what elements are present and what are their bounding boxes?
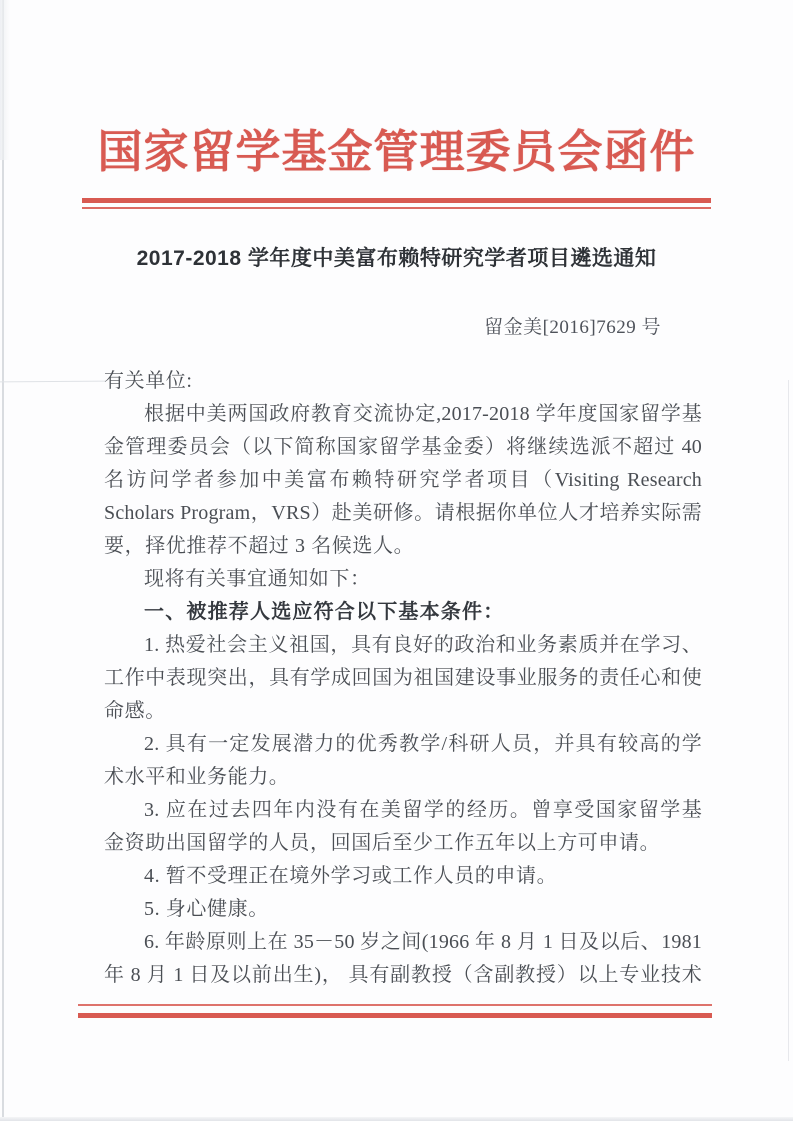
body-line: 3. 应在过去四年内没有在美留学的经历。曾享受国家留学基 — [144, 799, 702, 821]
body-line: 年 8 月 1 日及以前出生)， 具有副教授（含副教授）以上专业技术 — [104, 964, 702, 986]
body-line: 2. 具有一定发展潜力的优秀教学/科研人员，并具有较高的学 — [144, 733, 702, 755]
footer-rule-thick — [78, 1013, 712, 1018]
body-line: 术水平和业务能力。 — [104, 766, 290, 788]
scan-crease-line — [0, 381, 106, 383]
body-line: 6. 年龄原则上在 35－50 岁之间(1966 年 8 月 1 日及以后、1981 — [144, 931, 702, 953]
body-line: Scholars Program，VRS）赴美研修。请根据你单位人才培养实际需 — [104, 502, 702, 524]
footer-rule-thin — [78, 1004, 712, 1006]
letterhead-double-rule — [82, 198, 711, 209]
body-line: 根据中美两国政府教育交流协定,2017-2018 学年度国家留学基 — [144, 403, 702, 425]
body-line: 1. 热爱社会主义祖国，具有良好的政治和业务素质并在学习、 — [144, 634, 702, 656]
reference-number: 留金美[2016]7629 号 — [484, 317, 661, 338]
notice-title: 2017-2018 学年度中美富布赖特研究学者项目遴选通知 — [136, 247, 657, 270]
body-line: 4. 暂不受理正在境外学习或工作人员的申请。 — [144, 865, 558, 887]
body-line: 工作中表现突出，具有学成回国为祖国建设事业服务的责任心和使 — [104, 667, 702, 689]
body-line: 现将有关事宜通知如下： — [144, 568, 371, 590]
letterhead-org-title: 国家留学基金管理委员会函件 — [97, 127, 696, 177]
body-line: 名访问学者参加中美富布赖特研究学者项目（Visiting Research — [104, 469, 702, 491]
paper-bottom-edge-shadow — [0, 1117, 793, 1121]
paper-right-edge-shadow — [788, 380, 789, 1061]
salutation: 有关单位: — [104, 370, 193, 392]
section-heading: 一、被推荐人选应符合以下基本条件： — [144, 601, 505, 623]
body-line: 5. 身心健康。 — [144, 898, 269, 920]
footer-double-rule — [78, 1004, 712, 1018]
body-line: 金资助出国留学的人员，回国后至少工作五年以上方可申请。 — [104, 832, 661, 854]
letter-body — [104, 365, 702, 992]
body-line: 金管理委员会（以下简称国家留学基金委）将继续选派不超过 40 — [104, 436, 702, 458]
letterhead-rule-thin — [82, 207, 711, 209]
body-line: 要，择优推荐不超过 3 名候选人。 — [104, 535, 415, 557]
body-line: 命感。 — [104, 700, 166, 722]
